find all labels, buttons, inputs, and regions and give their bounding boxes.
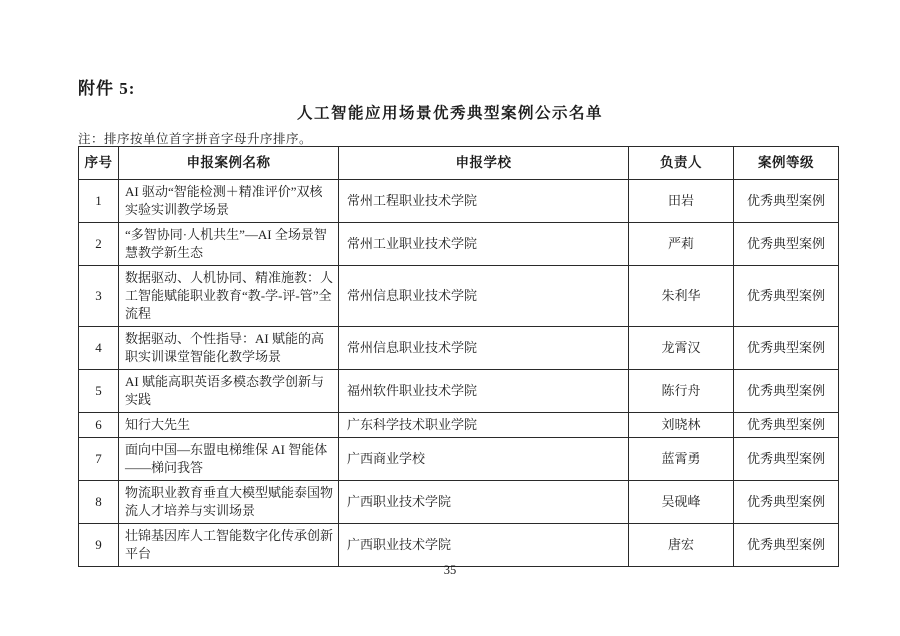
- cell-level: 优秀典型案例: [734, 438, 839, 481]
- sort-note: 注：排序按单位首字拼音字母升序排序。: [78, 132, 313, 146]
- cell-person: 田岩: [629, 180, 734, 223]
- cell-school: 常州信息职业技术学院: [339, 266, 629, 327]
- table-row: [79, 327, 839, 370]
- cell-person: 严莉: [629, 223, 734, 266]
- cell-person: 龙霄汉: [629, 327, 734, 370]
- cell-case: 数据驱动、个性指导：AI 赋能的高职实训课堂智能化教学场景: [119, 327, 339, 370]
- cell-case: 面向中国—东盟电梯维保 AI 智能体——梯问我答: [119, 438, 339, 481]
- header-cell: 申报案例名称: [119, 147, 339, 180]
- table-row: [79, 524, 839, 567]
- cell-no: 8: [79, 481, 119, 524]
- cell-school: 常州工程职业技术学院: [339, 180, 629, 223]
- page-number: 35: [443, 563, 457, 577]
- cell-person: 吴砚峰: [629, 481, 734, 524]
- table-row: [79, 223, 839, 266]
- cell-level: 优秀典型案例: [734, 481, 839, 524]
- cell-case: “多智协同·人机共生”—AI 全场景智慧教学新生态: [119, 223, 339, 266]
- cell-case: AI 驱动“智能检测＋精准评价”双核实验实训教学场景: [119, 180, 339, 223]
- attachment-label: 附件 5:: [78, 79, 136, 98]
- cell-school: 常州信息职业技术学院: [339, 327, 629, 370]
- cell-school: 广西职业技术学院: [339, 481, 629, 524]
- cell-level: 优秀典型案例: [734, 327, 839, 370]
- header-cell: 序号: [79, 147, 119, 180]
- cell-person: 陈行舟: [629, 370, 734, 413]
- cell-no: 3: [79, 266, 119, 327]
- cell-level: 优秀典型案例: [734, 180, 839, 223]
- table-row: [79, 413, 839, 438]
- cell-person: 蓝霄勇: [629, 438, 734, 481]
- header-cell: 申报学校: [339, 147, 629, 180]
- cell-school: 广东科学技术职业学院: [339, 413, 629, 438]
- table-row: [79, 481, 839, 524]
- cell-level: 优秀典型案例: [734, 524, 839, 567]
- cell-person: 朱利华: [629, 266, 734, 327]
- document-title: 人工智能应用场景优秀典型案例公示名单: [296, 105, 603, 122]
- cell-case: 物流职业教育垂直大模型赋能泰国物流人才培养与实训场景: [119, 481, 339, 524]
- cell-no: 6: [79, 413, 119, 438]
- cell-no: 2: [79, 223, 119, 266]
- cell-case: 知行大先生: [119, 413, 339, 438]
- table-row: [79, 180, 839, 223]
- cell-level: 优秀典型案例: [734, 370, 839, 413]
- cell-no: 7: [79, 438, 119, 481]
- header-cell: 案例等级: [734, 147, 839, 180]
- cases-table-body: [79, 180, 839, 567]
- table-row: [79, 438, 839, 481]
- cell-case: AI 赋能高职英语多模态教学创新与实践: [119, 370, 339, 413]
- table-row: [79, 266, 839, 327]
- table-header-row: [79, 147, 839, 180]
- cell-school: 福州软件职业技术学院: [339, 370, 629, 413]
- cell-level: 优秀典型案例: [734, 266, 839, 327]
- cell-school: 常州工业职业技术学院: [339, 223, 629, 266]
- cell-case: 数据驱动、人机协同、精准施教：人工智能赋能职业教育“教-学-评-管”全流程: [119, 266, 339, 327]
- cell-no: 9: [79, 524, 119, 567]
- cell-person: 唐宏: [629, 524, 734, 567]
- table-row: [79, 370, 839, 413]
- cell-person: 刘晓林: [629, 413, 734, 438]
- cases-table: [78, 146, 839, 567]
- cell-no: 4: [79, 327, 119, 370]
- cell-no: 1: [79, 180, 119, 223]
- cell-level: 优秀典型案例: [734, 223, 839, 266]
- cell-no: 5: [79, 370, 119, 413]
- cell-level: 优秀典型案例: [734, 413, 839, 438]
- cell-school: 广西商业学校: [339, 438, 629, 481]
- header-cell: 负责人: [629, 147, 734, 180]
- cell-school: 广西职业技术学院: [339, 524, 629, 567]
- cell-case: 壮锦基因库人工智能数字化传承创新平台: [119, 524, 339, 567]
